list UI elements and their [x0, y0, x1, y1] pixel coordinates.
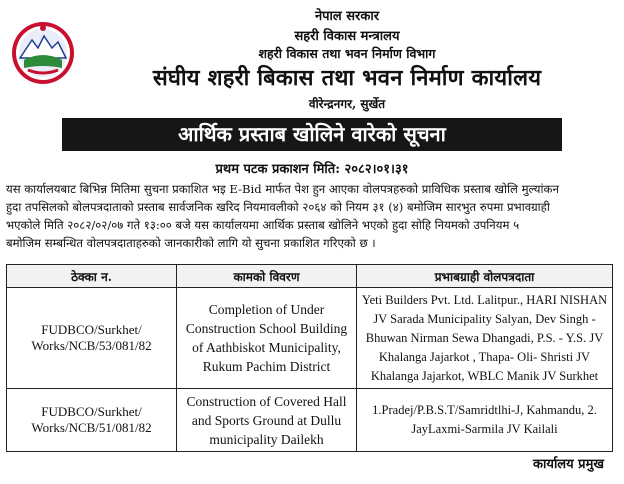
contract-no: FUDBCO/Surkhet/ Works/NCB/51/081/82	[7, 389, 177, 452]
body-line: बमोजिम सम्बन्धित वोलपत्रदाताहरुको जानकारीको लागि यो सुचना प्रकाशित गरिएको छ ।	[6, 236, 376, 250]
bidders-table	[6, 264, 613, 452]
header-contract-no: ठेक्का न.	[7, 265, 177, 288]
notice-body	[6, 180, 620, 252]
work-description: Completion of Under Construction School Building of Aathbiskot Municipality, Rukum Pachim District	[177, 288, 357, 389]
header-office-title: संघीय शहरी बिकास तथा भवन निर्माण कार्यालय	[152, 65, 542, 91]
table-row	[7, 288, 613, 389]
body-line: यस कार्यालयबाट बिभिन्न मितिमा सुचना प्रकाशित भइ E-Bid मार्फत पेश हुन आएका वोलपत्रहरुको प्राविधिक प्रस्ताब खोलि मुल्यांकन	[6, 182, 559, 196]
nepal-government-emblem-icon	[10, 20, 76, 86]
publication-date: प्रथम पटक प्रकाशन मिति: २०८२।०१।३१	[215, 162, 409, 177]
table-row	[7, 389, 613, 452]
table-header-row	[7, 265, 613, 288]
body-line: हुदा तपसिलको बोलपत्रदाताको प्रस्ताब सार्वजनिक खरिद नियमावलीको २०६४ को नियम ३१ (४) बमोजिम सारभुत रुपमा प्रभावग्राही	[6, 200, 550, 214]
contract-no: FUDBCO/Surkhet/ Works/NCB/53/081/82	[7, 288, 177, 389]
office-chief-signature: कार्यालय प्रमुख	[533, 457, 604, 472]
work-description: Construction of Covered Hall and Sports Ground at Dullu municipality Dailekh	[177, 389, 357, 452]
body-line: भएकोले मिति २०८२/०२/०७ गते १३:०० बजे यस कार्यालयमा आर्थिक प्रस्ताब खोलिने भएको हुदा सोहि नियमको उपनियम ५	[6, 218, 520, 232]
header-location: वीरेन्द्रनगर, सुर्खेत	[308, 97, 386, 111]
header-government: नेपाल सरकार	[314, 9, 380, 24]
header-department: शहरी विकास तथा भवन निर्माण विभाग	[258, 46, 436, 61]
header-work-description: कामको विवरण	[177, 265, 357, 288]
header-ministry: सहरी विकास मन्त्रालय	[294, 29, 400, 44]
responsive-bidders: Yeti Builders Pvt. Ltd. Lalitpur., HARI NISHAN JV Sarada Municipality Salyan, Dev Singh - Bhuwan Nirman Sewa Dhangadi, P.S. - Y.S. JV Khalanga Jajarkot , Thapa- Oli- Shristi JV Khalanga Jajarkot, WBLC Manik JV Surkhet	[357, 288, 613, 389]
responsive-bidders: 1.Pradej/P.B.S.T/Samridtlhi-J, Kahmandu, 2. JayLaxmi-Sarmila JV Kailali	[357, 389, 613, 452]
header-responsive-bidders: प्रभाबग्राही वोलपत्रदाता	[357, 265, 613, 288]
notice-banner: आर्थिक प्रस्ताब खोलिने वारेको सूचना	[62, 118, 562, 151]
